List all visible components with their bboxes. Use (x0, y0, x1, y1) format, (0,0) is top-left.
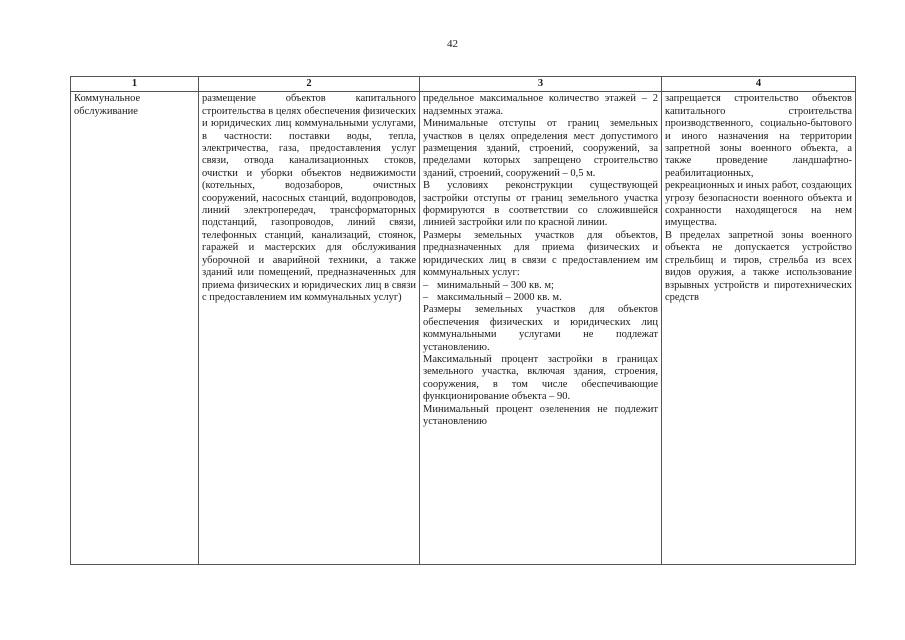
restrictions-shooting: В пределах запретной зоны военного объекта не допускается устройство стрельбищ и тиров, стрельба из всех видов оружия, а также использование взрывных устройств и пиротехнических средств (665, 229, 852, 303)
page-number: 42 (447, 38, 458, 50)
parameters-plot-sizes: Размеры земельных участков для объектов, предназначенных для приема физических и юридических лиц в связи с предоставлением им коммунальных услуг: (423, 229, 658, 279)
parameters-cell (420, 92, 662, 565)
table-header-row (71, 77, 856, 92)
parameters-floors: предельное максимальное количество этажей – 2 надземных этажа. (423, 93, 658, 117)
parameters-utility-plots: Размеры земельных участков для объектов обеспечения физических и юридических лиц коммунальными услугами не подлежат установлению. (423, 304, 658, 353)
use-description-cell: размещение объектов капитального строительства в целях обеспечения физических и юридических лиц коммунальными услугами, в частности: поставки воды, тепла, электричества, газа, предоставления услуг связи, отвода канализационных стоков, очистки и уборки объектов недвижимости (котельных, водозаборов, очистных сооружений, насосных станций, водопроводов, линий электропередач, трансформаторных подстанций, газопроводов, линий связи, телефонных станций, канализаций, стоянок, гаражей и мастерских для обслуживания уборочной и аварийной техники, а также зданий или помещений, предназначенных для приема физических и юридических лиц в связи с предоставлением им коммунальных услуг) (199, 92, 420, 565)
restrictions-cell (662, 92, 856, 565)
regulations-table (70, 76, 856, 565)
plot-size-max: максимальный – 2000 кв. м. (437, 291, 562, 303)
header-col-4: 4 (662, 77, 856, 92)
restrictions-works: рекреационных и иных работ, создающих угрозу безопасности военного объекта и сохранности находящегося на нем имущества. (665, 180, 852, 229)
header-col-1: 1 (71, 77, 199, 92)
header-col-3: 3 (420, 77, 662, 92)
parameters-min-greening: Минимальный процент озеленения не подлежит установлению (423, 403, 658, 427)
parameters-max-coverage: Максимальный процент застройки в границах земельного участка, включая здания, строения, сооружения, в том числе обеспечивающие функционирование объекта – 90. (423, 353, 658, 403)
list-item (423, 280, 658, 292)
list-dash: – (423, 291, 429, 303)
plot-size-min: минимальный – 300 кв. м; (437, 279, 554, 291)
parameters-reconstruction: В условиях реконструкции существующей застройки отступы от границ земельного участка формируются в соответствии со сложившейся линией застройки или по красной линии. (423, 180, 658, 229)
table-row (71, 92, 856, 565)
list-dash: – (423, 279, 429, 291)
list-item (423, 292, 658, 304)
restrictions-construction: запрещается строительство объектов капитального строительства производственного, социально-бытового и иного назначения на территории запретной зоны военного объекта, а также проведение ландшафтно-реабилитационных, (665, 93, 852, 179)
header-col-2: 2 (199, 77, 420, 92)
use-type-cell: Коммунальное обслуживание (71, 92, 199, 565)
parameters-setbacks: Минимальные отступы от границ земельных участков в целях определения мест допустимого размещения зданий, строений, сооружений, за пределами которых запрещено строительство зданий, строений, сооружений – 0,5 м. (423, 118, 658, 179)
